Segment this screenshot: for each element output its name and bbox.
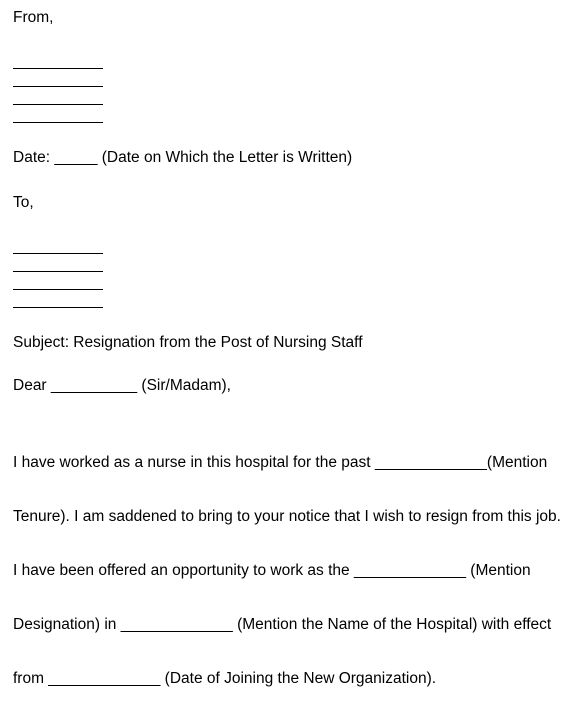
sender-address-line-4 (13, 122, 103, 123)
salutation: Dear __________ (Sir/Madam), (13, 377, 231, 394)
sender-address-line-2 (13, 86, 103, 87)
to-label: To, (13, 194, 34, 211)
from-label: From, (13, 9, 54, 26)
recipient-address-line-3 (13, 289, 103, 290)
recipient-address-line-4 (13, 307, 103, 308)
body-line: I have been offered an opportunity to work as the _____________ (Mention (13, 562, 531, 579)
date-line: Date: _____ (Date on Which the Letter is Written) (13, 149, 353, 166)
body-paragraph (13, 418, 585, 724)
body-line: from _____________ (Date of Joining the New Organization). (13, 670, 437, 687)
body-line: Tenure). I am saddened to bring to your notice that I wish to resign from this job. (13, 508, 561, 525)
body-line: I have worked as a nurse in this hospital for the past _____________(Mention (13, 454, 548, 471)
sender-address-line-1 (13, 68, 103, 69)
recipient-address-line-1 (13, 253, 103, 254)
body-line: Designation) in _____________ (Mention the Name of the Hospital) with effect (13, 616, 552, 633)
subject-line: Subject: Resignation from the Post of Nursing Staff (13, 334, 363, 351)
sender-address-line-3 (13, 104, 103, 105)
recipient-address-line-2 (13, 271, 103, 272)
